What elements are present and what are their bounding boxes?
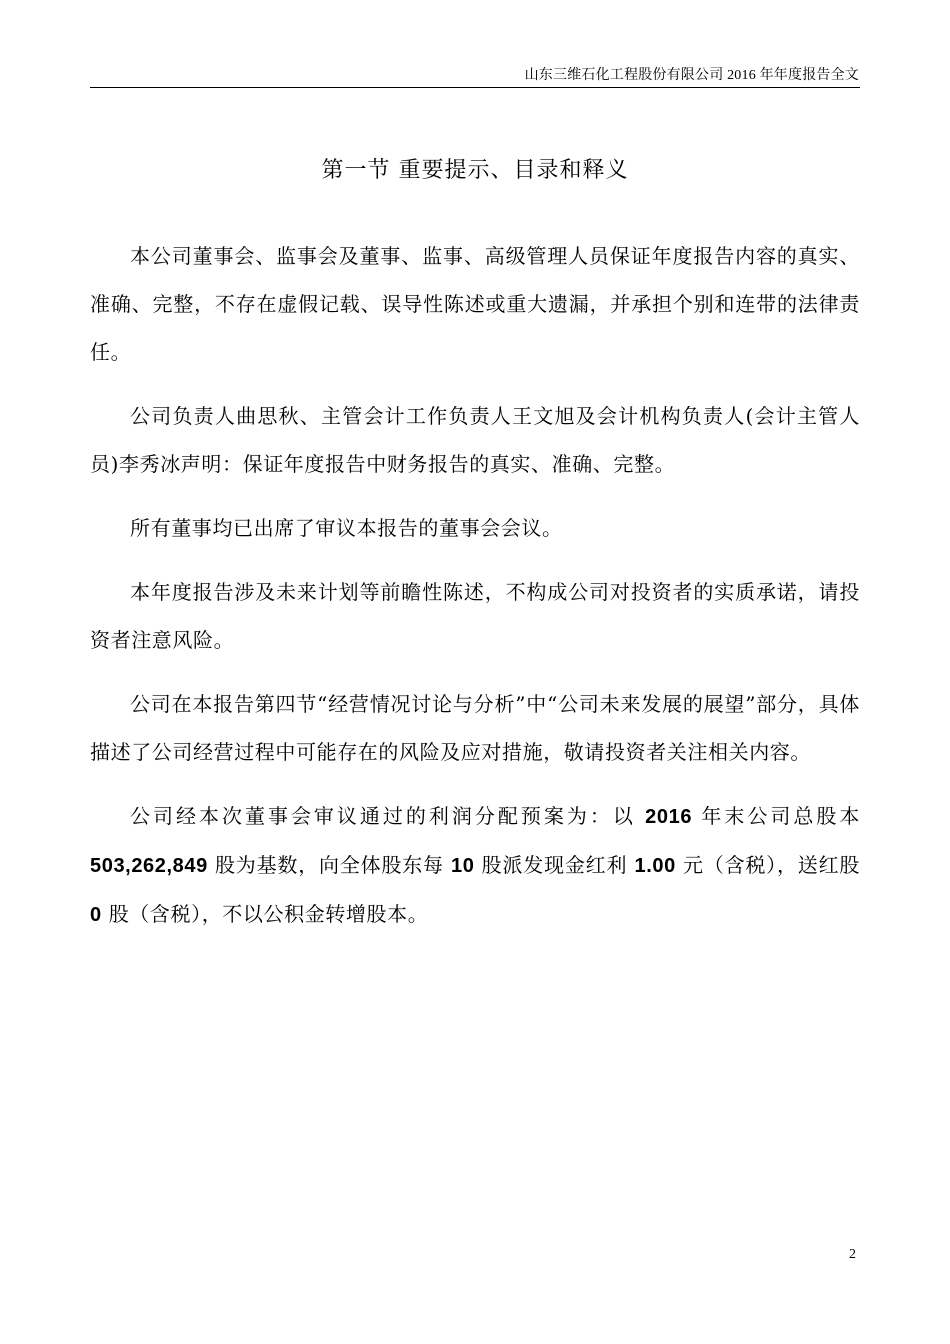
document-body bbox=[90, 232, 860, 955]
total-shares: 503,262,849 bbox=[90, 855, 208, 877]
header-divider bbox=[90, 87, 860, 88]
profit-text-1: 公司经本次董事会审议通过的利润分配预案为：以 bbox=[130, 804, 646, 828]
paragraph-risk-reference: 公司在本报告第四节“经营情况讨论与分析”中“公司未来发展的展望”部分，具体描述了公司经营过程中可能存在的风险及应对措施，敬请投资者关注相关内容。 bbox=[90, 692, 860, 764]
profit-text-6: 股（含税），不以公积金转增股本。 bbox=[101, 902, 429, 926]
paragraph-responsible-persons: 公司负责人曲思秋、主管会计工作负责人王文旭及会计机构负责人(会计主管人员)李秀冰声明：保证年度报告中财务报告的真实、准确、完整。 bbox=[90, 404, 860, 476]
profit-text-2: 年末公司总股本 bbox=[692, 804, 860, 828]
profit-text-3: 股为基数，向全体股东每 bbox=[207, 853, 452, 877]
cash-dividend: 1.00 bbox=[634, 855, 676, 877]
profit-text-5: 元（含税），送红股 bbox=[675, 853, 861, 877]
profit-text-4: 股派发现金红利 bbox=[474, 853, 635, 877]
paragraph-board-guarantee: 本公司董事会、监事会及董事、监事、高级管理人员保证年度报告内容的真实、准确、完整，不存在虚假记载、误导性陈述或重大遗漏，并承担个别和连带的法律责任。 bbox=[90, 244, 860, 364]
page-number: 2 bbox=[849, 1247, 856, 1262]
paragraph-forward-looking: 本年度报告涉及未来计划等前瞻性陈述，不构成公司对投资者的实质承诺，请投资者注意风险。 bbox=[90, 580, 860, 652]
profit-year: 2016 bbox=[645, 806, 693, 828]
running-header: 山东三维石化工程股份有限公司 2016 年年度报告全文 bbox=[524, 68, 859, 83]
section-title: 第一节 重要提示、目录和释义 bbox=[321, 158, 629, 183]
paragraph-profit-distribution bbox=[90, 792, 860, 939]
bonus-shares: 0 bbox=[90, 904, 102, 926]
per-shares: 10 bbox=[451, 855, 475, 877]
paragraph-directors-attendance: 所有董事均已出席了审议本报告的董事会会议。 bbox=[130, 516, 563, 540]
